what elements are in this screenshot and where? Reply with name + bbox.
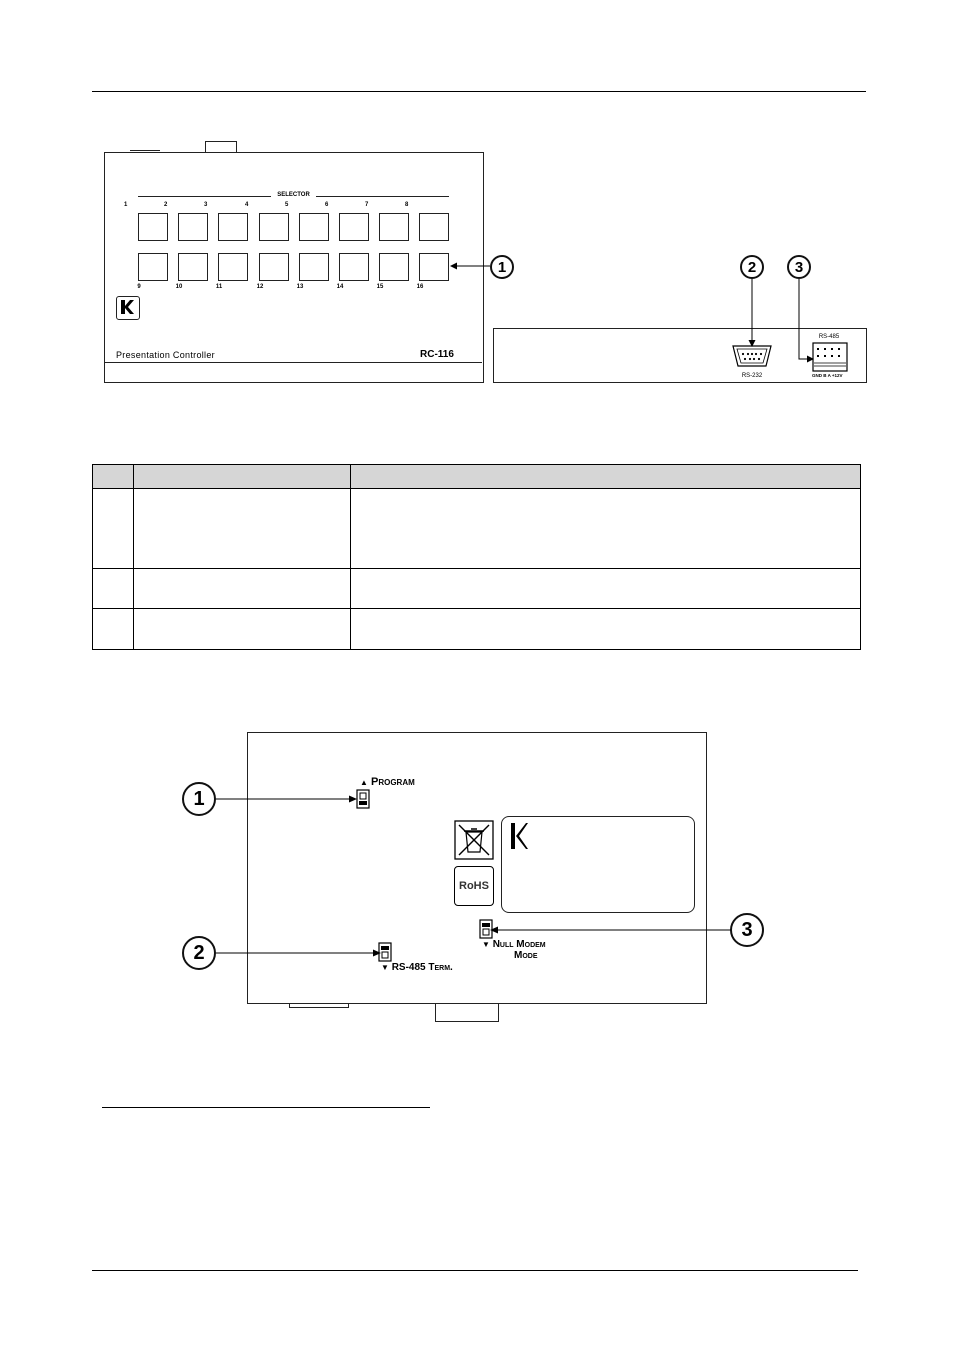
selector-number-top: 4 <box>245 202 249 208</box>
null-modem-label <box>482 939 546 961</box>
callout-1-underside: 1 <box>182 782 216 816</box>
program-dip-switch-icon <box>356 789 370 809</box>
table-header-cell <box>351 465 861 489</box>
selector-number-bottom: 11 <box>215 284 223 290</box>
kramer-logo <box>116 296 140 320</box>
selector-button-4[interactable] <box>259 213 289 241</box>
table-header-cell <box>134 465 351 489</box>
selector-label: SELECTOR <box>277 192 310 198</box>
selector-number-top: 6 <box>325 202 329 208</box>
arrow-callout-3 <box>795 279 815 363</box>
selector-button-7[interactable] <box>379 213 409 241</box>
selector-line-left <box>138 196 271 197</box>
selector-number-top: 1 <box>124 202 128 208</box>
selector-button-14[interactable] <box>339 253 369 281</box>
callout-3-underside: 3 <box>730 913 764 947</box>
selector-number-bottom: 16 <box>416 284 424 290</box>
callout-2-rear: 2 <box>740 255 764 279</box>
table-cell <box>93 609 134 650</box>
model-label: RC-116 <box>420 349 454 360</box>
selector-button-12[interactable] <box>259 253 289 281</box>
selector-button-13[interactable] <box>299 253 329 281</box>
table-cell <box>351 609 861 650</box>
table-header-cell <box>93 465 134 489</box>
table-cell <box>134 609 351 650</box>
program-label <box>360 776 415 788</box>
arrow-underside-3 <box>489 923 731 937</box>
footnote-rule <box>102 1107 430 1108</box>
feature-table <box>92 464 861 650</box>
arrow-callout-2 <box>746 279 758 349</box>
arrow-callout-1 <box>448 258 492 274</box>
selector-line-right <box>316 196 449 197</box>
underside-tab-right <box>435 1003 499 1022</box>
header-rule <box>92 91 866 92</box>
selector-number-top: 5 <box>285 202 289 208</box>
table-cell <box>134 489 351 569</box>
rs485-terminal-icon <box>812 342 848 372</box>
front-panel <box>104 152 484 383</box>
arrow-underside-1 <box>216 792 358 806</box>
product-label-box <box>501 816 695 913</box>
table-row <box>93 489 861 569</box>
callout-1-front: 1 <box>490 255 514 279</box>
selector-button-3[interactable] <box>218 213 248 241</box>
panel-tab-right <box>205 141 237 152</box>
panel-bottom-line <box>105 362 482 363</box>
arrow-underside-2 <box>216 946 382 960</box>
selector-number-top: 3 <box>204 202 208 208</box>
table-cell <box>351 489 861 569</box>
rs485-label: RS-485 <box>818 334 840 340</box>
selector-button-10[interactable] <box>178 253 208 281</box>
table-row <box>93 569 861 609</box>
selector-button-2[interactable] <box>178 213 208 241</box>
selector-number-top: 8 <box>405 202 409 208</box>
selector-button-6[interactable] <box>339 213 369 241</box>
selector-number-bottom: 10 <box>175 284 183 290</box>
table-header-row <box>93 465 861 489</box>
selector-number-bottom: 15 <box>376 284 384 290</box>
rs232-label: RS-232 <box>741 373 763 379</box>
selector-button-8[interactable] <box>419 213 449 241</box>
rs485-term-label <box>381 962 453 973</box>
selector-number-bottom: 13 <box>296 284 304 290</box>
null-modem-text-1: Null Modem <box>492 939 546 950</box>
selector-button-16[interactable] <box>419 253 449 281</box>
rs485-pins-label: GND B A +12V <box>812 373 843 378</box>
callout-3-rear: 3 <box>787 255 811 279</box>
rs485-term-text: RS-485 Term. <box>391 962 453 973</box>
underside-tab-left <box>289 1003 349 1008</box>
selector-button-1[interactable] <box>138 213 168 241</box>
selector-button-5[interactable] <box>299 213 329 241</box>
selector-number-bottom: 14 <box>336 284 344 290</box>
table-cell <box>93 569 134 609</box>
crossed-bin-icon <box>454 820 494 860</box>
product-name: Presentation Controller <box>116 350 215 360</box>
selector-button-11[interactable] <box>218 253 248 281</box>
footer-rule <box>92 1270 858 1271</box>
table-cell <box>93 489 134 569</box>
program-text: Program <box>370 776 415 788</box>
rohs-label: RoHS <box>459 880 489 892</box>
callout-2-underside: 2 <box>182 936 216 970</box>
selector-number-bottom: 12 <box>256 284 264 290</box>
table-row <box>93 609 861 650</box>
up-arrow-icon: ▲ <box>360 778 368 787</box>
null-modem-text-2: Mode <box>514 950 538 961</box>
table-cell <box>134 569 351 609</box>
selector-button-15[interactable] <box>379 253 409 281</box>
down-arrow-icon: ▼ <box>482 940 490 949</box>
selector-number-top: 7 <box>365 202 369 208</box>
rohs-badge <box>454 866 494 906</box>
selector-button-9[interactable] <box>138 253 168 281</box>
selector-number-bottom: 9 <box>137 284 141 290</box>
down-arrow-icon: ▼ <box>381 963 389 972</box>
selector-number-top: 2 <box>164 202 168 208</box>
table-cell <box>351 569 861 609</box>
kramer-logo <box>508 821 530 851</box>
